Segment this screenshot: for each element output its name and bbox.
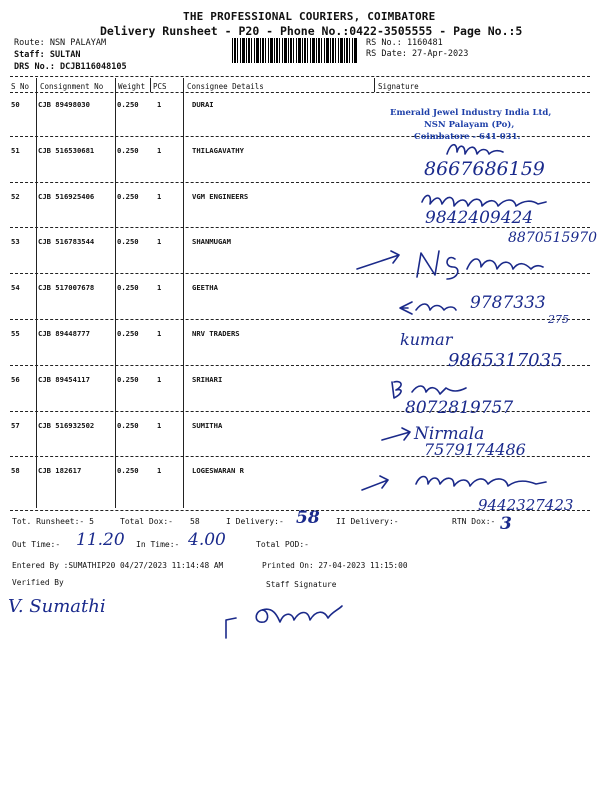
row-consignee: SUMITHA [192, 420, 223, 430]
col-divider [115, 78, 116, 508]
tamil-signature-51 [445, 140, 505, 160]
row-weight: 0.250 [117, 466, 139, 476]
table-top-rule [10, 76, 590, 77]
handwritten-phone-58: 9442327423 [478, 496, 574, 514]
row-weight: 0.250 [117, 100, 139, 109]
company-stamp-line1: Emerald Jewel Industry India Ltd, [390, 108, 552, 118]
row-pcs: 1 [157, 237, 162, 247]
row-consignee: VGM ENGINEERS [192, 191, 249, 201]
runsheet-subtitle: Delivery Runsheet - P20 - Phone No.:0422-3505555 - Page No.:5 [100, 24, 523, 38]
row-consignment-no: CJB 182617 [38, 466, 82, 476]
row-sno: 53 [11, 237, 20, 247]
handwritten-phone-52b: 8870515970 [508, 230, 598, 246]
handwritten-extra-54: 275 [548, 313, 569, 326]
handwritten-out-time: 11.20 [76, 530, 125, 550]
ii-delivery-label: II Delivery:- [336, 517, 399, 526]
row-pcs: 1 [157, 100, 162, 109]
rs-number: RS No.: 1160481 [366, 38, 443, 48]
col-divider [36, 78, 37, 508]
row-sno: 54 [11, 283, 20, 293]
arrow-signature-53 [355, 245, 545, 285]
handwritten-in-time: 4.00 [188, 530, 226, 550]
arrow-mark-54 [398, 300, 458, 316]
row-weight: 0.250 [117, 283, 139, 293]
col-divider [374, 78, 375, 92]
handwritten-phone-51: 8667686159 [424, 158, 545, 180]
col-divider [183, 78, 184, 508]
row-divider [10, 319, 590, 320]
route-label: Route: NSN PALAYAM [14, 38, 107, 48]
row-pcs: 1 [157, 420, 162, 430]
row-weight: 0.250 [117, 145, 139, 155]
row-sno: 50 [11, 100, 20, 109]
staff-label: Staff: SULTAN [14, 50, 81, 60]
row-sno: 57 [11, 420, 20, 430]
row-consignment-no: CJB 89498030 [38, 100, 90, 109]
col-sno: S No [11, 82, 30, 91]
tamil-signature-58 [360, 470, 550, 496]
row-consignee: SHANMUGAM [192, 237, 231, 247]
row-consignee: THILAGAVATHY [192, 145, 244, 155]
barcode-image [232, 38, 358, 63]
row-weight: 0.250 [117, 237, 139, 247]
row-sno: 51 [11, 145, 20, 155]
handwritten-name-57: Nirmala [414, 424, 485, 444]
in-time-label: In Time:- [136, 540, 180, 549]
row-consignment-no: CJB 516530681 [38, 145, 95, 155]
handwritten-phone-52a: 9842409424 [425, 208, 534, 228]
total-pod-label: Total POD:- [256, 540, 309, 549]
col-pcs: PCS [153, 82, 167, 91]
row-consignment-no: CJB 517007678 [38, 283, 95, 293]
row-consignment-no: CJB 516783544 [38, 237, 95, 247]
col-weight: Weight [118, 82, 146, 91]
company-stamp-line2: NSN Palayam (Po), [424, 120, 515, 130]
out-time-label: Out Time:- [12, 540, 61, 549]
col-divider [150, 78, 151, 92]
row-consignment-no: CJB 89448777 [38, 329, 90, 338]
row-pcs: 1 [157, 191, 162, 201]
row-pcs: 1 [157, 466, 162, 476]
arrow-mark-57 [380, 426, 414, 446]
col-consignee: Consignee Details [187, 82, 264, 91]
row-divider [10, 182, 590, 183]
row-weight: 0.250 [117, 329, 139, 338]
staff-signature-image [222, 598, 352, 644]
row-consignment-no: CJB 89454117 [38, 374, 90, 384]
handwritten-rtn-count: 3 [500, 514, 512, 534]
row-consignee: SRIHARI [192, 374, 223, 384]
col-consignment: Consignment No [40, 82, 104, 91]
row-consignee: DURAI [192, 100, 214, 109]
total-dox-value: 58 [190, 517, 200, 526]
company-title: THE PROFESSIONAL COURIERS, COIMBATORE [183, 10, 436, 23]
handwritten-phone-56: 8072819757 [405, 398, 514, 418]
row-pcs: 1 [157, 374, 162, 384]
col-signature: Signature [378, 82, 419, 91]
row-consignee: NRV TRADERS [192, 329, 240, 338]
handwritten-name-55: kumar [400, 330, 453, 349]
handwritten-delivery-count: 58 [296, 508, 320, 528]
row-sno: 58 [11, 466, 20, 476]
row-consignment-no: CJB 516925406 [38, 191, 95, 201]
row-pcs: 1 [157, 283, 162, 293]
total-runsheet: Tot. Runsheet:- 5 [12, 517, 94, 526]
signature-56 [388, 378, 478, 400]
row-pcs: 1 [157, 145, 162, 155]
rtn-dox-label: RTN Dox:- [452, 517, 496, 526]
printed-on: Printed On: 27-04-2023 11:15:00 [262, 561, 408, 570]
row-pcs: 1 [157, 329, 162, 338]
row-weight: 0.250 [117, 374, 139, 384]
rs-date: RS Date: 27-Apr-2023 [366, 49, 469, 59]
row-consignee: LOGESWARAN R [192, 466, 244, 476]
handwritten-phone-57: 7579174486 [424, 440, 526, 459]
i-delivery-label: I Delivery:- [226, 517, 284, 526]
row-sno: 55 [11, 329, 20, 338]
row-weight: 0.250 [117, 420, 139, 430]
drs-label: DRS No.: DCJB116048105 [14, 62, 127, 72]
row-consignee: GEETHA [192, 283, 218, 293]
company-stamp-line3: Coimbatore - 641 031. [414, 132, 521, 142]
staff-signature-label: Staff Signature [266, 580, 337, 589]
handwritten-phone-54: 9787333 [470, 293, 546, 313]
total-dox-label: Total Dox:- [120, 517, 173, 526]
row-weight: 0.250 [117, 191, 139, 201]
verified-by-label: Verified By [12, 578, 64, 587]
row-consignment-no: CJB 516932502 [38, 420, 95, 430]
verified-signature: V. Sumathi [8, 596, 106, 617]
row-sno: 52 [11, 191, 20, 201]
row-sno: 56 [11, 374, 20, 384]
table-header-rule [10, 92, 590, 93]
handwritten-phone-55: 9865317035 [448, 350, 563, 371]
entered-by: Entered By :SUMATHIP20 04/27/2023 11:14:48 AM [12, 561, 224, 570]
